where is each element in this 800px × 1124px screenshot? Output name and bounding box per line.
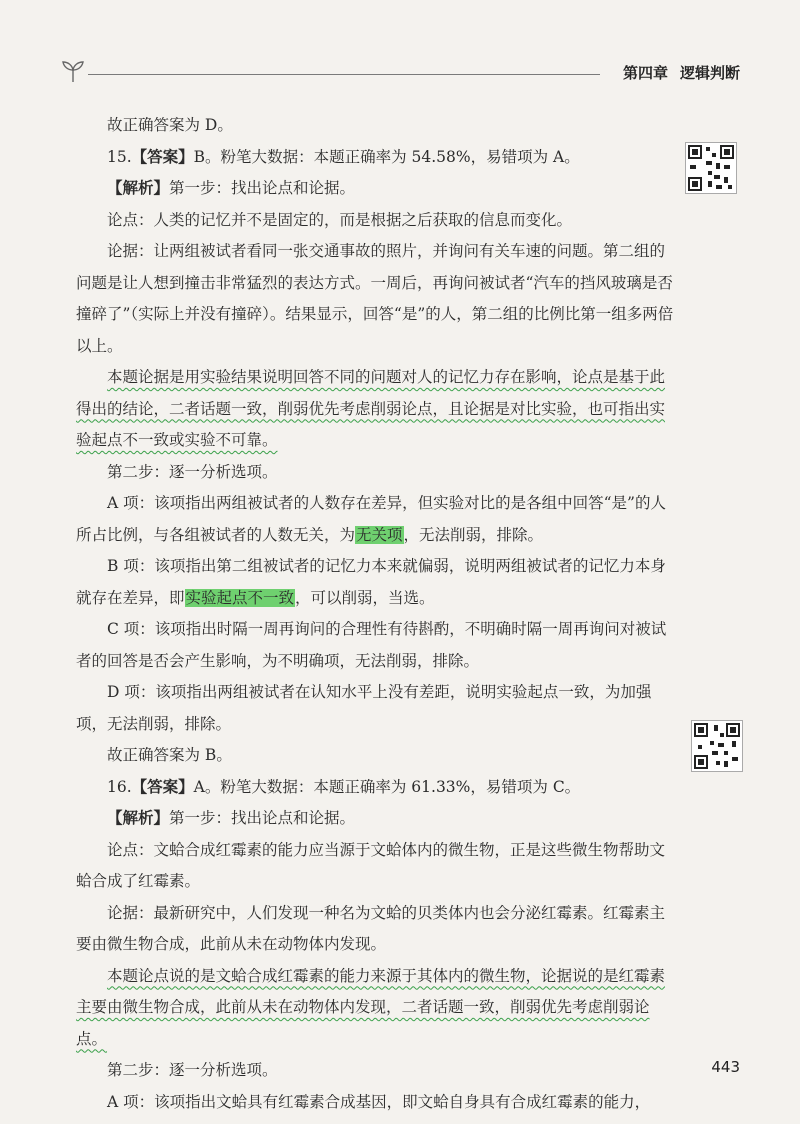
- question-number: 15.: [107, 147, 132, 166]
- page-content: [76, 110, 680, 1118]
- sprout-icon: [60, 58, 86, 84]
- option-d: D 项：该项指出两组被试者在认知水平上没有差距，说明实验起点一致，为加强项，无法削弱，排除。: [76, 683, 652, 733]
- answer-text: A。粉笔大数据：本题正确率为 61.33%，易错项为 C。: [193, 777, 581, 796]
- paragraph-underlined: [76, 961, 680, 1056]
- paragraph: 故正确答案为 D。: [107, 116, 233, 134]
- answer-line-15: [76, 142, 680, 174]
- highlight-text: 实验起点不一致: [185, 588, 295, 607]
- paragraph: 故正确答案为 B。: [107, 746, 232, 764]
- option-text-end: ，无法削弱，排除。: [403, 525, 544, 544]
- wavy-underline-text: 本题论点说的是文蛤合成红霉素的能力来源于其体内的微生物，论据说的是红霉素主要由微生物合成，此前从未在动物体内发现，二者话题一致，削弱优先考虑削弱论点。: [76, 966, 666, 1048]
- analysis-tag: 【解析】: [107, 179, 170, 197]
- page-number: 443: [711, 1058, 740, 1076]
- paragraph: 论据：最新研究中，人们发现一种名为文蛤的贝类体内也会分泌红霉素。红霉素主要由微生物合成，此前从未在动物体内发现。: [76, 903, 666, 953]
- option-text-end: ，可以削弱，当选。: [295, 588, 435, 607]
- option-text: A 项：该项指出两组被试者的人数存在差异，但实验对比的是各组中回答“是”的人所占比例，与各组被试者的人数无关，为: [76, 494, 666, 544]
- qr-code-icon[interactable]: [691, 720, 743, 772]
- analysis-text: 第一步：找出论点和论据。: [169, 809, 356, 827]
- answer-tag: 【答案】: [131, 147, 194, 166]
- paragraph: 论点：文蛤合成红霉素的能力应当源于文蛤体内的微生物，正是这些微生物帮助文蛤合成了红霉素。: [76, 840, 666, 890]
- analysis-tag: 【解析】: [107, 809, 170, 827]
- highlight-text: 无关项: [356, 525, 403, 544]
- option-text: B 项：该项指出第二组被试者的记忆力本来就偏弱，说明两组被试者的记忆力本身就存在差异，即: [76, 557, 666, 607]
- chapter-heading: [623, 62, 740, 83]
- question-number: 16.: [107, 777, 132, 796]
- option-b: [76, 551, 680, 614]
- answer-line-16: [76, 772, 680, 804]
- answer-text: B。粉笔大数据：本题正确率为 54.58%，易错项为 A。: [193, 147, 580, 166]
- chapter-number: 第四章: [622, 64, 668, 82]
- paragraph-underlined: [76, 362, 680, 457]
- chapter-title: 逻辑判断: [679, 64, 740, 82]
- analysis-line: [76, 173, 680, 205]
- wavy-underline-text: 本题论据是用实验结果说明回答不同的问题对人的记忆力存在影响，论点是基于此得出的结论，二者话题一致，削弱优先考虑削弱论点，且论据是对比实验，也可指出实验起点不一致或实验不可靠。: [76, 368, 666, 449]
- paragraph: 第二步：逐一分析选项。: [107, 462, 278, 481]
- paragraph: 第二步：逐一分析选项。: [107, 1061, 278, 1079]
- paragraph: 论据：让两组被试者看同一张交通事故的照片，并询问有关车速的问题。第二组的问题是让人想到撞击非常猛烈的表达方式。一周后，再询问被试者“汽车的挡风玻璃是否撞碎了”（实际上并没有撞碎）。结果显示，回答“是”的人，第二组的比例比第一组多两倍以上。: [76, 242, 674, 355]
- analysis-text: 第一步：找出论点和论据。: [169, 179, 356, 197]
- qr-code-icon[interactable]: [685, 142, 737, 194]
- paragraph: 论点：人类的记忆并不是固定的，而是根据之后获取的信息而变化。: [107, 210, 573, 229]
- option-c: C 项：该项指出时隔一周再询问的合理性有待斟酌，不明确时隔一周再询问对被试者的回答是否会产生影响，为不明确项，无法削弱，排除。: [76, 620, 667, 670]
- answer-tag: 【答案】: [131, 777, 194, 796]
- analysis-line: [76, 803, 680, 835]
- page-header: [60, 58, 740, 88]
- option-a: A 项：该项指出文蛤具有红霉素合成基因，即文蛤自身具有合成红霉素的能力，: [107, 1092, 651, 1111]
- header-rule: [88, 74, 600, 75]
- option-a: [76, 488, 680, 551]
